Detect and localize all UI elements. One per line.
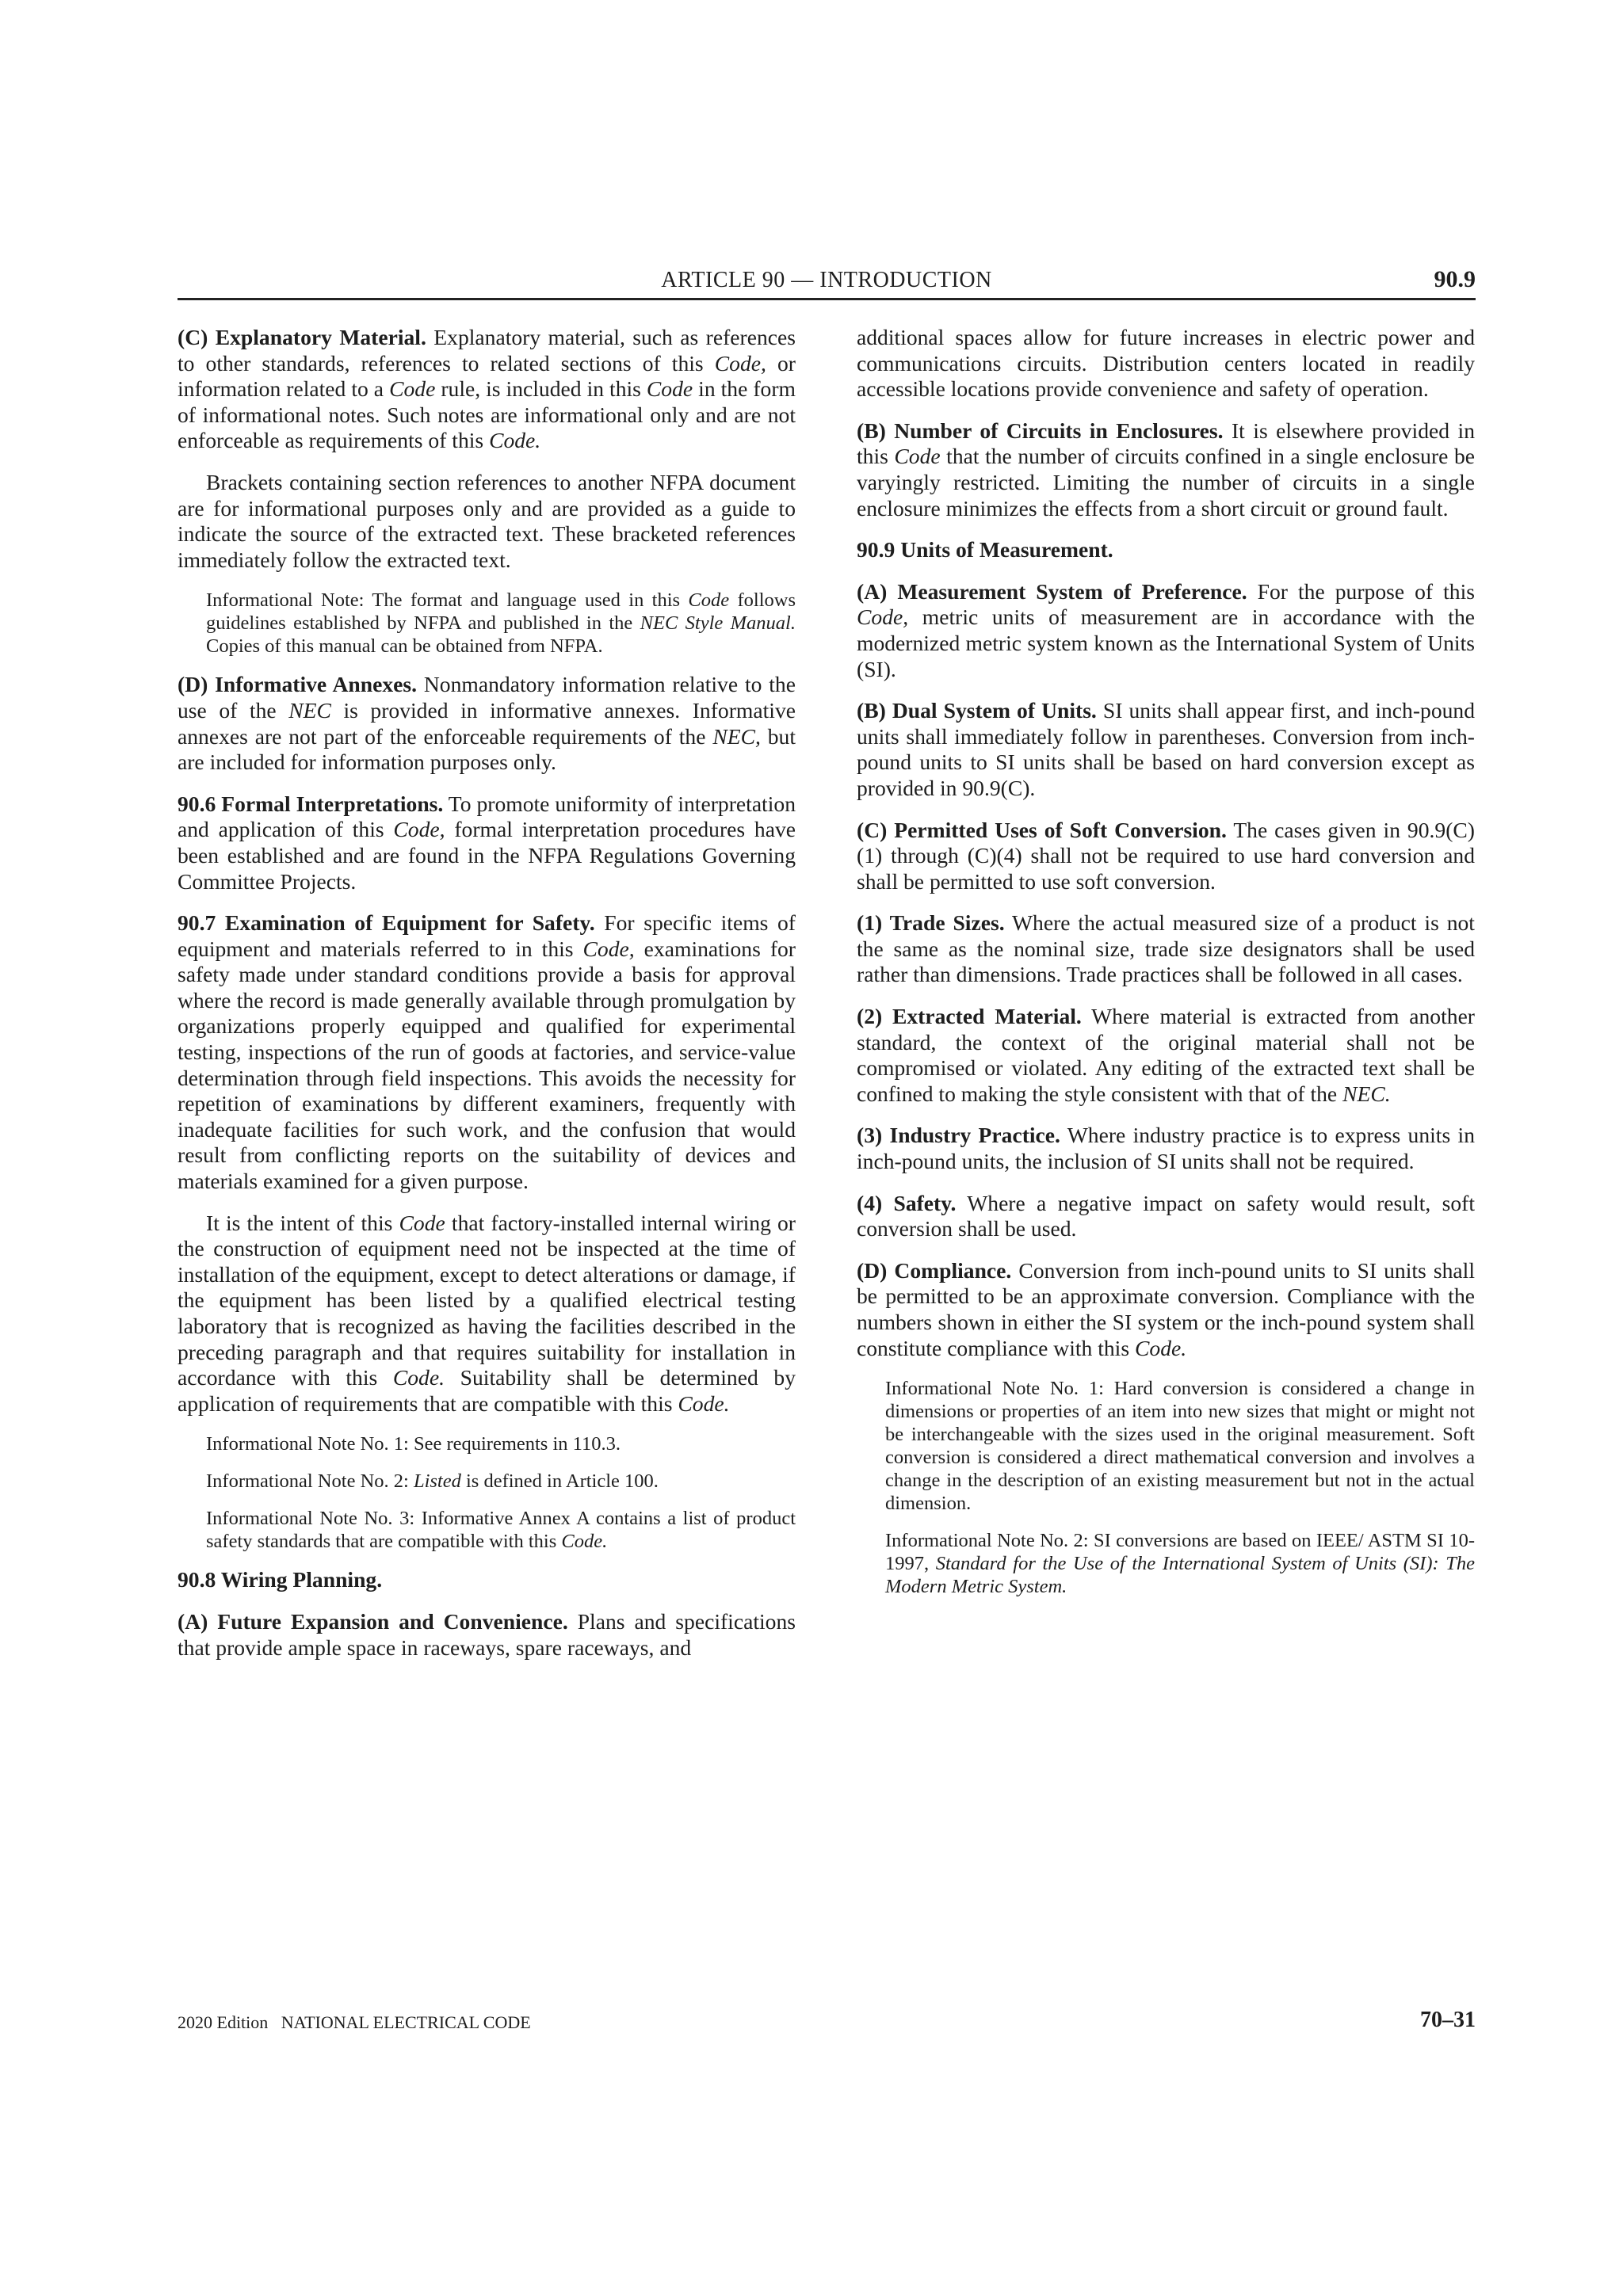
- paragraph-d-informative-annexes: [178, 672, 796, 775]
- header-rule: [178, 298, 1476, 300]
- text: Where a negative impact on safety would result, soft conversion shall be used.: [857, 1190, 1475, 1241]
- text: SI units shall appear first, and inch-pound units shall immediately follow in parentheses. Conversion from inch-pound units to SI units shall be based on hard conversion except as provided in 90.9(C).: [857, 698, 1476, 800]
- text: or information related to a: [178, 350, 796, 402]
- paragraph-d-compliance: [857, 1258, 1475, 1361]
- text: in the form of informational notes. Such notes are informational only and are not enforceable as requirements of this: [178, 376, 796, 453]
- text: Informational Note No. 3: Informative Annex A contains a list of product safety standards that are compatible with this: [206, 1508, 796, 1553]
- item-label: (4) Safety.: [857, 1190, 957, 1215]
- section-90-8-heading: 90.8 Wiring Planning.: [178, 1567, 383, 1592]
- footer-edition: 2020 Edition NATIONAL ELECTRICAL CODE: [178, 2012, 531, 2032]
- informational-note-3: [206, 1507, 796, 1553]
- footer-page-number: 70–31: [1420, 2008, 1476, 2032]
- text: Where the actual measured size of a product is not the same as the nominal size, trade size designators shall be used rather than dimensions. Trade practices shall be followed in all cases.: [857, 910, 1475, 987]
- text: Where material is extracted from another standard, the context of the original material shall not be compromised or violated. Any editing of the extracted text shall be confined to making the style consistent with that of the: [857, 1004, 1476, 1106]
- text: follows guidelines established by NFPA and published in the: [206, 589, 796, 635]
- subsection-label: (C) Permitted Uses of Soft Conversion.: [857, 817, 1227, 842]
- code-ref: Code: [894, 444, 941, 469]
- paragraph-intent: [178, 1211, 796, 1417]
- code-ref: Code: [389, 376, 436, 402]
- code-ref: Code,: [714, 350, 766, 376]
- text: Where industry practice is to express units in inch-pound units, the inclusion of SI units shall not be required.: [857, 1123, 1475, 1174]
- paragraph-4-safety: [857, 1191, 1475, 1242]
- right-column: [857, 325, 1475, 1612]
- subsection-label: (B) Dual System of Units.: [857, 698, 1097, 723]
- code-ref: Code,: [582, 936, 635, 961]
- code-ref: Code: [688, 589, 730, 612]
- code-ref: Code: [399, 1210, 445, 1235]
- text: rule, is included in this: [435, 376, 647, 402]
- code-ref: Code.: [489, 428, 541, 453]
- text: Informational Note No. 2:: [206, 1470, 414, 1493]
- text: but are included for information purposes only.: [178, 723, 796, 775]
- informational-note-1: Informational Note No. 1: See requirements in 110.3.: [206, 1433, 621, 1455]
- standard-title: Standard for the Use of the International System of Units (SI): The Modern Metric System.: [885, 1553, 1476, 1598]
- section-label: 90.7 Examination of Equipment for Safety.: [178, 910, 595, 936]
- text: Informational Note No. 2: SI conversions are based on IEEE/ ASTM SI 10-1997,: [885, 1530, 1475, 1575]
- section-90-6: [178, 791, 796, 894]
- text: Suitability shall be determined by application of requirements that are compatible with this: [178, 1365, 796, 1416]
- code-ref: Code.: [392, 1365, 445, 1390]
- text: To promote uniformity of interpretation and application of this: [178, 791, 796, 842]
- informational-note: [206, 589, 796, 658]
- paragraph-c-soft-conversion: [857, 818, 1475, 895]
- nec-ref: NEC,: [712, 723, 761, 749]
- text: is provided in informative annexes. Informative annexes are not part of the enforceable requirements of the: [178, 697, 796, 749]
- text: formal interpretation procedures have been established and are found in the NFPA Regulations Governing Committee Projects.: [178, 817, 796, 894]
- nec-ref: NEC: [288, 697, 331, 723]
- code-ref: Code.: [561, 1531, 608, 1553]
- code-ref: Code.: [678, 1390, 730, 1416]
- text: Conversion from inch-pound units to SI units shall be permitted to be an approximate conversion. Compliance with the numbers shown in either the SI system or the inch-pound system shall constitute compliance with this: [857, 1257, 1475, 1360]
- left-column: [178, 325, 796, 1676]
- item-label: (3) Industry Practice.: [857, 1123, 1060, 1148]
- item-label: (1) Trade Sizes.: [857, 910, 1005, 936]
- subsection-label: (A) Measurement System of Preference.: [857, 578, 1247, 604]
- paragraph-b-number-of-circuits: [857, 418, 1475, 521]
- text: metric units of measurement are in accordance with the modernized metric system known as the International System of Units (SI).: [857, 605, 1475, 681]
- paragraph-1-trade-sizes: [857, 910, 1475, 988]
- informational-note-2: [885, 1529, 1475, 1598]
- paragraph-90-8-a: [178, 1609, 796, 1661]
- text: Copies of this manual can be obtained from NFPA.: [206, 635, 603, 658]
- paragraph-c-explanatory-material: [178, 325, 796, 454]
- informational-note-1: Informational Note No. 1: Hard conversion is considered a change in dimensions or properties of an item into new sizes that might or might not be interchangeable with the sizes used in the original measurement. Soft conversion is considered a direct mathematical conversion and involves a change in the description of an existing measurement but not in the actual dimension.: [885, 1378, 1475, 1515]
- text: that factory-installed internal wiring or the construction of equipment need not be inspected at the time of installation of the equipment, except to detect alterations or damage, if the equipment has been listed by a qualified electrical testing laboratory that is recognized as having the facilities described in the preceding paragraph and that requires suitability for installation in accordance with this: [178, 1210, 796, 1390]
- text: examinations for safety made under standard conditions provide a basis for approval where the record is made generally available through promulgation by organizations properly equipped and qualified for experimental testing, inspections of the run of goods at factories, and service-value determination through field inspections. This avoids the necessity for repetition of examinations by different examiners, frequently with inadequate facilities for such work, and the confusion that would result from conflicting reports on the suitability of devices and materials examined for a given purpose.: [178, 936, 796, 1194]
- text: It is the intent of this: [206, 1210, 399, 1235]
- subsection-label: (C) Explanatory Material.: [178, 325, 426, 349]
- paragraph-continuation: additional spaces allow for future increases in electric power and communications circuits. Distribution centers located in readily accessible locations provide convenience and safety of operation.: [857, 325, 1475, 402]
- nec-ref: NEC.: [1342, 1081, 1391, 1106]
- code-ref: Code,: [393, 817, 445, 842]
- text: Plans and specifications that provide ample space in raceways, spare raceways, and: [178, 1608, 796, 1660]
- section-90-9-heading: 90.9 Units of Measurement.: [857, 537, 1113, 563]
- subsection-label: (D) Informative Annexes.: [178, 672, 418, 697]
- text: that the number of circuits confined in a single enclosure be varyingly restricted. Limiting the number of circuits in a single enclosure minimizes the effects from a short circuit or ground fault.: [857, 444, 1475, 521]
- code-ref: Code: [646, 376, 693, 402]
- code-ref: Code,: [857, 605, 909, 630]
- text: It is elsewhere provided in this: [857, 418, 1475, 469]
- text: For the purpose of this: [1247, 578, 1475, 604]
- paragraph-a-measurement-system: [857, 579, 1475, 682]
- text: Informational Note: The format and language used in this: [206, 589, 689, 612]
- subsection-label: (D) Compliance.: [857, 1257, 1012, 1283]
- subsection-label: (A) Future Expansion and Convenience.: [178, 1608, 568, 1634]
- paragraph-b-dual-system: [857, 698, 1475, 801]
- paragraph-brackets: Brackets containing section references to another NFPA document are for informational purposes only and are provided as a guide to indicate the source of the extracted text. These bracketed references immediately follow the extracted text.: [178, 469, 796, 572]
- text: is defined in Article 100.: [460, 1470, 659, 1493]
- item-label: (2) Extracted Material.: [857, 1004, 1082, 1029]
- section-label: 90.6 Formal Interpretations.: [178, 791, 444, 816]
- text: For specific items of equipment and materials referred to in this: [178, 910, 796, 961]
- section-marker: 90.9: [1434, 266, 1476, 292]
- text: Nonmandatory information relative to the use of the: [178, 672, 796, 723]
- paragraph-2-extracted-material: [857, 1004, 1475, 1107]
- section-90-7: [178, 910, 796, 1195]
- paragraph-3-industry-practice: [857, 1123, 1475, 1174]
- informational-note-2: [206, 1470, 796, 1493]
- manual-ref: NEC Style Manual.: [640, 612, 796, 635]
- code-ref: Code.: [1135, 1335, 1187, 1360]
- article-title: ARTICLE 90 — INTRODUCTION: [661, 268, 992, 292]
- text: Explanatory material, such as references to other standards, references to related sections of this: [178, 325, 796, 376]
- page-header: [178, 266, 1476, 299]
- term: Listed: [413, 1470, 461, 1493]
- text: The cases given in 90.9(C)(1) through (C)(4) shall not be required to use hard conversion and shall be permitted to use soft conversion.: [857, 817, 1475, 894]
- subsection-label: (B) Number of Circuits in Enclosures.: [857, 418, 1224, 443]
